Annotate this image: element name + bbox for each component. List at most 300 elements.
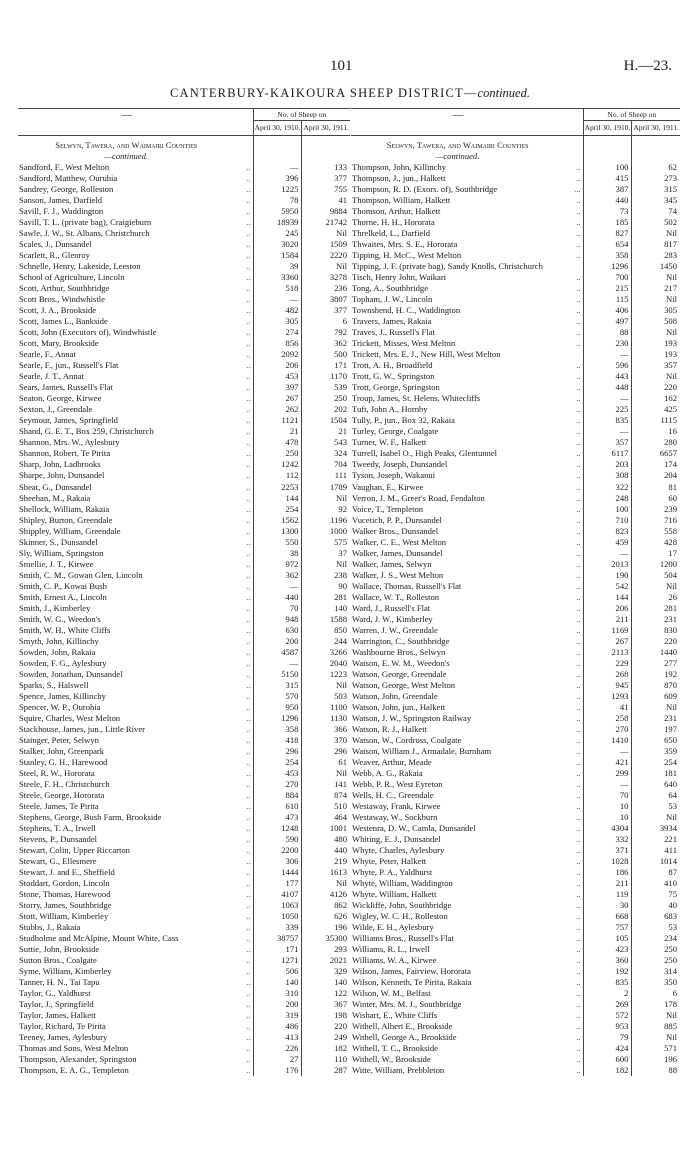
owner-name: Stackhouse, James, jun., Little River [19,723,146,734]
leader-dots: .. [246,448,251,459]
owner-name: Shand, G. E. T., Box 259, Christchurch [19,426,154,437]
sheep-count-1910: 2253 [253,482,302,493]
table-row [18,526,350,537]
owner-name: Sawle, J. W., St. Albans, Christchurch [19,228,150,239]
table-row [351,559,680,570]
leader-dots: .. [576,415,581,426]
sheep-count-1910: 339 [253,922,302,933]
sheep-count-1910: 5950 [253,206,302,217]
leader-dots: .. [576,966,581,977]
leader-dots: .. [246,778,251,789]
sheep-count-1911: 92 [302,504,350,515]
owner-name: Smith, C. M., Gowan Glen, Lincoln [19,569,143,580]
table-row [351,338,680,349]
table-row [18,768,350,779]
sheep-count-1910: 654 [583,239,632,250]
page-number: 101 [330,58,353,74]
sheep-count-1910: 254 [253,757,302,768]
sheep-count-1910: 144 [253,493,302,504]
table-row [351,548,680,559]
leader-dots: .. [246,745,251,756]
sheep-count-1910: 950 [253,702,302,713]
sheep-count-1911: 539 [302,382,350,393]
right-header-1911: April 30, 1911. [632,121,680,136]
sheep-count-1910: 144 [583,592,632,603]
leader-dots: .. [246,393,251,404]
sheep-count-1911: 293 [302,944,350,955]
sheep-count-1911: 231 [632,614,680,625]
sheep-count-1910: 310 [253,988,302,999]
table-row [18,437,350,448]
owner-name: Vaughan, E., Kirwee [352,481,424,492]
owner-name: Walker, James, Selwyn [352,558,432,569]
sheep-count-1911: 1588 [302,614,350,625]
leader-dots: .. [576,734,581,745]
owner-name: Sharpe, John, Dunsandel [19,470,105,481]
sheep-count-1911: 219 [302,856,350,867]
leader-dots: .. [246,834,251,844]
sheep-count-1911: 650 [632,735,680,746]
sheep-count-1910: 140 [253,977,302,988]
table-row [351,173,680,184]
owner-name: Scott, James L., Bankside [19,316,108,327]
table-row [18,548,350,559]
right-header-dash: — [351,109,565,136]
sheep-count-1911: 575 [302,537,350,548]
sheep-count-1911: 234 [632,933,680,944]
leader-dots: .. [246,261,251,272]
leader-dots: .. [246,767,251,778]
leader-dots: .. [576,867,581,878]
sheep-count-1910: 225 [583,404,632,415]
owner-name: Whyte, Charles, Aylesbury [352,845,445,856]
owner-name: Stevens, P., Dunsandel [19,834,98,844]
sheep-count-1910: 482 [253,305,302,316]
sheep-count-1910: 823 [583,526,632,537]
sheep-count-1911: 250 [302,393,350,404]
leader-dots: .. [246,426,251,437]
owner-name: Scott Bros., Windwhistle [19,294,105,305]
owner-name: Stewart, G., Ellesmere [19,856,97,867]
sheep-count-1910: — [583,746,632,757]
owner-name: Washbourne Bros., Selwyn [352,646,446,657]
sheep-count-1911: 140 [302,977,350,988]
owner-name: Watson, John, jun., Halkett [352,701,446,712]
table-row [351,669,680,680]
sheep-count-1910: 185 [583,217,632,228]
sheep-count-1911: 220 [632,636,680,647]
table-row [18,371,350,382]
sheep-count-1910: 30 [583,900,632,911]
sheep-count-1911: 62 [632,162,680,173]
sheep-count-1910: 1300 [253,526,302,537]
sheep-count-1910: 268 [583,669,632,680]
leader-dots: .. [246,1065,251,1076]
sheep-count-1911: 287 [302,1065,350,1076]
table-row [18,228,350,239]
sheep-count-1911: Nil [632,812,680,823]
sheep-count-1911: 9884 [302,206,350,217]
leader-dots: .. [576,767,581,778]
table-row [351,294,680,305]
owner-name: Watson, William J., Armadale, Burnham [352,745,492,756]
leader-dots: .. [576,206,581,217]
table-row [351,459,680,470]
table-row [351,999,680,1010]
owner-name: Sheehan, M., Rakaia [19,492,91,503]
table-row [18,283,350,294]
leader-dots: .. [576,756,581,767]
sheep-count-1910: 4587 [253,647,302,658]
leader-dots: .. [576,1065,581,1076]
leader-dots: .. [246,723,251,734]
leader-dots: .. [576,569,581,580]
right-sheep-table [351,108,680,1076]
leader-dots: .. [576,173,581,184]
sheep-count-1911: 508 [632,316,680,327]
sheep-count-1911: 817 [632,239,680,250]
sheep-count-1910: 308 [583,470,632,481]
sheep-count-1911: 21 [302,426,350,437]
table-row [351,702,680,713]
owner-name: Stainger, Peter, Selwyn [19,734,99,745]
table-row [18,515,350,526]
leader-dots: .. [246,800,251,811]
sheep-count-1911: Nil [632,581,680,592]
sheep-count-1911: 217 [632,283,680,294]
owner-name: Stanley, G. H., Harewood [19,756,108,767]
table-row [351,437,680,448]
table-row [18,1010,350,1021]
sheep-count-1911: 182 [302,1043,350,1054]
leader-dots: .. [576,591,581,602]
sheep-count-1910: 10 [583,801,632,812]
sheep-count-1911: 81 [632,482,680,493]
sheep-count-1910: 267 [253,393,302,404]
owner-name: Spencer, W. P., Ourohia [19,701,101,712]
leader-dots: .. [576,856,581,867]
sheep-count-1911: 480 [302,834,350,845]
owner-name: Topham, J. W., Lincoln [352,294,433,305]
sheep-count-1911: 357 [632,360,680,371]
sheep-count-1911: 281 [302,592,350,603]
sheep-count-1910: 296 [253,746,302,757]
sheep-count-1910: 596 [583,360,632,371]
owner-name: Taylor, Richard, Te Pirita [19,1021,106,1032]
sheep-count-1910: 190 [583,570,632,581]
leader-dots: .. [576,316,581,327]
table-row [18,349,350,360]
leader-dots: .. [246,338,251,349]
leader-dots: .. [576,382,581,393]
sheep-count-1911: 231 [632,713,680,724]
sheep-count-1910: 70 [583,790,632,801]
document-reference: H.—23. [623,58,672,74]
leader-dots: .. [576,371,581,382]
table-row [18,382,350,393]
owner-name: Tanner, H. N., Tai Tapu [19,977,100,988]
table-row [18,878,350,889]
owner-name: Savill, T. L. (private bag), Craigieburn [19,217,152,228]
sheep-count-1911: 1789 [302,482,350,493]
left-header-1910: April 30, 1910. [253,121,302,136]
leader-dots: .. [576,999,581,1010]
sheep-count-1911: 122 [302,988,350,999]
table-row [18,867,350,878]
sheep-count-1910: 2013 [583,559,632,570]
owner-name: Smellie, J. T., Kirwee [19,558,94,569]
leader-dots: .. [576,272,581,283]
owner-name: Thorne, H. H., Hororata [352,217,435,228]
sheep-count-1910: 387 [583,184,632,195]
leader-dots: .. [246,712,251,723]
owner-name: Williams, R. L., Irwell [352,944,430,955]
leader-dots: .. [576,514,581,525]
table-row [351,581,680,592]
table-row [18,592,350,603]
owner-name: Wilson, W. M., Belfast [352,988,431,999]
table-row [351,614,680,625]
sheep-count-1910: 206 [583,603,632,614]
sheep-count-1911: 503 [302,691,350,702]
table-row [351,856,680,867]
leader-dots: .. [576,911,581,922]
leader-dots: .. [246,690,251,701]
leader-dots: .. [576,250,581,261]
sheep-count-1910: 176 [253,1065,302,1076]
sheep-count-1910: 757 [583,922,632,933]
table-row [351,603,680,614]
table-row [351,933,680,944]
leader-dots: .. [576,789,581,800]
leader-dots: .. [246,878,251,889]
leader-dots: .. [576,602,581,613]
table-row [18,504,350,515]
sheep-count-1910: 2092 [253,349,302,360]
owner-name: Wishart, E., White Cliffs [352,1010,438,1021]
owner-name: Westenra, D. W., Camla, Dunsandel [352,822,476,833]
owner-name: Walker, C. E., West Melton [352,536,447,547]
sheep-count-1911: 192 [632,669,680,680]
leader-dots: ... [574,184,581,195]
sheep-count-1910: 39 [253,261,302,272]
owner-name: Steel, R. W., Hororata [19,767,95,778]
sheep-count-1910: 600 [583,1054,632,1065]
sheep-count-1910: 38 [253,548,302,559]
table-row [351,382,680,393]
leader-dots: .. [246,911,251,922]
owner-name: Trickett, Misses, West Melton [352,338,456,349]
table-row [18,305,350,316]
table-row [351,1010,680,1021]
sheep-count-1911: 1223 [302,669,350,680]
owner-name: Trott, A. H., Broadfield [352,360,433,371]
table-row [18,470,350,481]
owner-name: Watson, J. W., Springston Railway [352,712,472,723]
owner-name: Whyte, Peter, Halkett [352,856,427,867]
sheep-count-1910: 630 [253,625,302,636]
sheep-count-1910: 396 [253,173,302,184]
table-row [351,250,680,261]
title-continued: continued. [477,86,530,100]
left-header-dash: — [18,109,235,136]
table-row [351,570,680,581]
sheep-count-1911: 193 [632,349,680,360]
owner-name: Sutton Bros., Coalgate [19,955,97,966]
sheep-count-1910: 3360 [253,272,302,283]
sheep-count-1911: 6 [632,988,680,999]
sheep-count-1910: 70 [253,603,302,614]
table-row [351,482,680,493]
leader-dots: .. [576,712,581,723]
leader-dots: .. [576,360,581,371]
sheep-count-1911: 220 [632,382,680,393]
leader-dots: .. [246,217,251,228]
sheep-count-1910: 274 [253,327,302,338]
sheep-count-1910: 254 [253,504,302,515]
leader-dots: .. [576,305,581,316]
sheep-count-1910: 1410 [583,735,632,746]
title-main: CANTERBURY-KAIKOURA SHEEP DISTRICT— [170,86,478,100]
table-row [18,999,350,1010]
sheep-count-1910: 2113 [583,647,632,658]
sheep-count-1910: 371 [583,845,632,856]
table-row [351,283,680,294]
table-row [18,779,350,790]
sheep-count-1911: 500 [302,349,350,360]
owner-name: Smith, C. P., Kowai Bush [19,580,107,591]
leader-dots: .. [246,646,251,657]
leader-dots: .. [576,1054,581,1065]
owner-name: Walker Bros., Dunsandel [352,525,439,536]
owner-name: Voice, T., Templeton [352,503,424,514]
leader-dots: .. [246,933,251,944]
sheep-count-1910: 73 [583,206,632,217]
owner-name: Steele, George, Hororata [19,789,105,800]
sheep-count-1911: 197 [632,724,680,735]
leader-dots: .. [576,1021,581,1032]
owner-name: Schnelle, Henry, Lakeside, Leeston [19,261,141,272]
sheep-count-1911: Nil [632,327,680,338]
leader-dots: .. [246,1043,251,1054]
owner-name: Smyth, John, Killinchy [19,635,99,646]
sheep-count-1910: 10 [583,812,632,823]
sheep-count-1910: 856 [253,338,302,349]
leader-dots: .. [576,448,581,459]
sheep-count-1910: 518 [253,283,302,294]
sheep-count-1910: 4107 [253,889,302,900]
owner-name: Shannon, Mrs. W., Aylesbury [19,437,120,448]
sheep-count-1910: 38757 [253,933,302,944]
table-row [18,316,350,327]
leader-dots [565,261,583,272]
sheep-count-1910: 1225 [253,184,302,195]
owner-name: Tweedy, Joseph, Dunsandel [352,459,448,470]
owner-name: Turley, George, Coalgate [352,426,439,437]
table-row [18,812,350,823]
owner-name: Watson, George, Greendale [352,668,447,679]
sheep-count-1910: 1271 [253,955,302,966]
sheep-count-1911: 874 [302,790,350,801]
left-header-group: No. of Sheep on [253,109,350,121]
owner-name: Warren, J. W., Greendale [352,624,438,635]
sheep-count-1911: Nil [632,294,680,305]
sheep-count-1911: 244 [302,636,350,647]
sheep-count-1911: 640 [632,779,680,790]
sheep-count-1911: 362 [302,338,350,349]
sheep-count-1911: 250 [632,944,680,955]
owner-name: Stone, Thomas, Harewood [19,889,111,900]
sheep-count-1911: 283 [632,250,680,261]
sheep-count-1910: 262 [253,404,302,415]
owner-name: Withell, W., Brookside [352,1054,431,1065]
sheep-count-1910: 215 [583,283,632,294]
sheep-count-1910: 4304 [583,823,632,834]
sheep-count-1910: 1562 [253,515,302,526]
table-row [18,493,350,504]
table-row [351,349,680,360]
table-row [18,977,350,988]
table-row [351,415,680,426]
sheep-count-1910: — [583,349,632,360]
leader-dots: .. [246,822,251,833]
table-row [18,327,350,338]
owner-name: Sowden, Jonathan, Dunsandel [19,668,123,679]
table-row [351,592,680,603]
sheep-count-1911: 90 [302,581,350,592]
owner-name: Ward, J., Russell's Flat [352,602,431,613]
table-row [18,933,350,944]
sheep-count-1910: 421 [583,757,632,768]
table-row [18,988,350,999]
table-row [18,614,350,625]
leader-dots: .. [576,404,581,415]
owner-name: Scarlett, R., Glenroy [19,250,90,261]
table-row [18,581,350,592]
table-row [18,735,350,746]
leader-dots: .. [246,371,251,382]
owner-name: Skinner, S., Dunsandel [19,536,98,547]
left-section-continued: —continued. [104,151,149,162]
leader-dots: .. [576,228,581,239]
table-row [18,955,350,966]
table-row [18,911,350,922]
table-row [18,669,350,680]
table-row [18,691,350,702]
sheep-count-1910: 245 [253,228,302,239]
sheep-count-1911: 862 [302,900,350,911]
sheep-count-1910: 269 [583,999,632,1010]
sheep-count-1911: Nil [632,228,680,239]
owner-name: Tisch, Henry John, Waikari [352,272,447,283]
leader-dots: .. [246,988,251,999]
leader-dots: .. [246,184,251,195]
sheep-count-1910: 79 [583,1032,632,1043]
leader-dots: .. [576,481,581,492]
sheep-count-1911: 273 [632,173,680,184]
sheep-count-1910: — [583,548,632,559]
sheep-count-1910: 542 [583,581,632,592]
sheep-count-1911: Nil [632,272,680,283]
leader-dots: .. [576,889,581,900]
sheep-count-1911: 141 [302,779,350,790]
leader-dots: .. [576,492,581,503]
leader-dots: .. [246,349,251,360]
page-title [0,86,700,101]
sheep-count-1910: 1296 [583,261,632,272]
owner-name: Scott, John (Executors of), Windwhistle [19,327,157,338]
owner-name: Tipping, H. McC., West Melton [352,250,462,261]
